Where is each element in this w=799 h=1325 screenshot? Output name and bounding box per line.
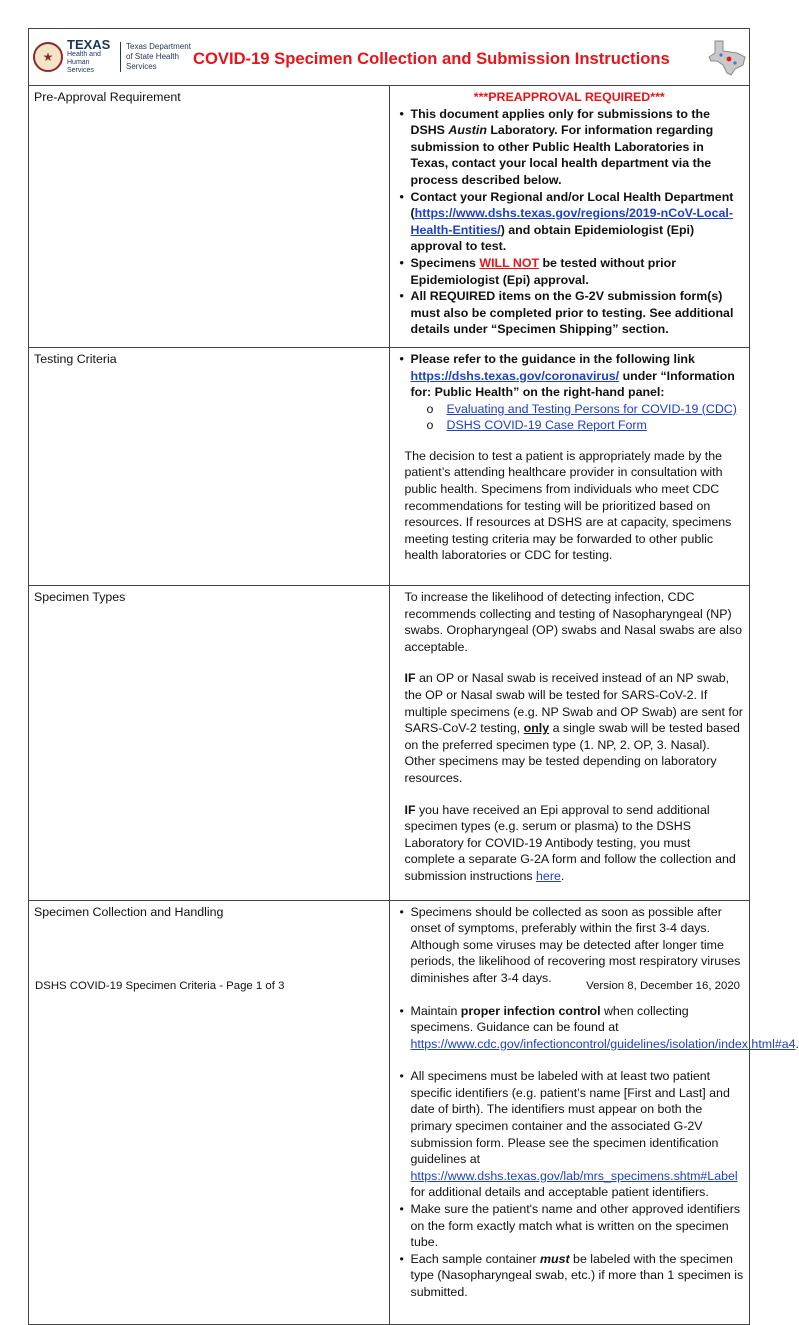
testing-content — [389, 347, 750, 585]
text: IF — [404, 671, 416, 686]
text: must — [540, 1251, 570, 1266]
list-item: • Make sure the patient's name and other approved identifiers on the form exactly match what is written on the specimen tube. — [411, 1201, 745, 1251]
collection-row — [29, 900, 750, 1324]
collection-list — [395, 904, 799, 1301]
case-report-form-link[interactable]: DSHS COVID-19 Case Report Form — [446, 418, 647, 433]
cdc-evaluating-link[interactable]: Evaluating and Testing Persons for COVID-19 (CDC) — [446, 401, 737, 416]
text: under “Information for: Public Health” on the right-hand panel: — [410, 368, 735, 400]
header-cell — [29, 29, 750, 86]
list-item: • Specimens should be collected as soon as possible after onset of symptoms, preferably within the first 3-4 days. Although some viruses may be detected after longer time periods, the likelihood of recovering most respiratory viruses diminishes after 3-4 days. — [411, 904, 745, 987]
text: proper infection control — [460, 1003, 601, 1018]
texas-map-icon — [707, 39, 749, 77]
infection-control-link[interactable]: https://www.cdc.gov/infectioncontrol/guidelines/isolation/index.html#a4 — [410, 1036, 796, 1051]
preapproval-required-banner: ***PREAPPROVAL REQUIRED*** — [473, 90, 665, 104]
instructions-table — [28, 28, 799, 1325]
text: Each sample container — [410, 1251, 540, 1266]
list-item — [447, 417, 745, 434]
agency-name: Texas Department of State Health Services — [126, 42, 191, 71]
list-item — [410, 1003, 799, 1053]
text: a single swab will be tested based on the preferred specimen type (1. NP, 2. OP, 3. Nasal). Other specimens may be tested depending on laboratory resources. — [404, 721, 740, 785]
types-content — [389, 586, 750, 901]
will-not-text: WILL NOT — [479, 255, 540, 270]
text: All specimens must be labeled with at least two patient specific identifiers (e.g. patient’s name [First and Last] and date of birth). The identifiers must appear on both the primary specimen container and the associated G-2V submission form. Please see the specimen identification guidelines at — [410, 1069, 730, 1167]
testing-list — [395, 351, 745, 401]
types-label: Specimen Types — [29, 586, 390, 901]
text: for additional details and acceptable patient identifiers. — [410, 1185, 709, 1200]
text: you have received an Epi approval to send additional specimen types (e.g. serum or plasma) to the DSHS Laboratory for COVID-19 Antibody testing, you must complete a separate G-2A form and follow the collection and submission instructions — [404, 802, 736, 883]
page-title: COVID-19 Specimen Collection and Submission Instructions — [193, 49, 670, 68]
testing-paragraph: The decision to test a patient is appropriately made by the patient’s attending healthcare provider in consultation with public health. Specimens from individuals who meet CDC recommendations for testing will be prioritized based on resources. If resources at DSHS are at capacity, specimens meeting testing criteria may be forwarded to other public health laboratories or CDC for testing. — [404, 448, 732, 563]
text: Laboratory. For information regarding submission to other Public Health Laboratories in Texas, contact your local health department via the process described below. — [410, 123, 714, 187]
testing-sublist — [395, 401, 745, 434]
list-item — [411, 106, 745, 189]
types-row — [29, 586, 750, 901]
types-paragraph-3 — [405, 802, 745, 885]
text: Specimens — [410, 255, 480, 270]
list-item — [411, 255, 745, 288]
text: be labeled with the specimen type (Nasopharyngeal swab, etc.) if more than 1 specimen is submitted. — [410, 1251, 744, 1299]
text: IF — [404, 802, 416, 817]
list-item — [411, 351, 745, 401]
collection-content — [389, 900, 799, 1324]
list-item — [411, 189, 745, 255]
page-footer — [35, 980, 740, 992]
antibody-instructions-link[interactable]: here — [536, 868, 561, 883]
text: an OP or Nasal swab is received instead of an NP swab, the OP or Nasal swab will be tested for SARS-CoV-2. If multiple specimens (e.g. NP Swab and OP Swab) are sent for SARS-CoV-2 testing, — [404, 671, 743, 736]
list-item — [411, 1251, 745, 1301]
text: . — [795, 1036, 799, 1051]
text: Maintain — [410, 1003, 461, 1018]
preapproval-label: Pre-Approval Requirement — [29, 86, 390, 348]
specimen-label-link[interactable]: https://www.dshs.texas.gov/lab/mrs_specimens.shtm#Label — [410, 1168, 738, 1183]
local-health-entities-link[interactable]: https://www.dshs.texas.gov/regions/2019-nCoV-Local-Health-Entities/ — [410, 206, 733, 237]
logo-texas-text: TEXAS — [67, 37, 111, 52]
text: Austin — [448, 123, 487, 138]
collection-label: Specimen Collection and Handling — [29, 900, 390, 1324]
text: only — [523, 721, 550, 736]
testing-label: Testing Criteria — [29, 347, 390, 585]
document-page — [28, 28, 799, 1325]
types-paragraph-2 — [405, 670, 745, 786]
texas-seal-icon: ★ — [33, 42, 63, 72]
text: This document applies only for submissions to the DSHS — [410, 106, 710, 138]
logo-sub-text: Health and Human Services — [67, 51, 101, 74]
text: . — [560, 868, 565, 883]
text: Please refer to the guidance in the following link — [410, 351, 695, 366]
logo-divider — [120, 42, 121, 72]
text: be tested without prior Epidemiologist (Epi) approval. — [410, 255, 677, 287]
coronavirus-link[interactable]: https://dshs.texas.gov/coronavirus/ — [410, 368, 620, 383]
list-item: • All REQUIRED items on the G-2V submission form(s) must also be completed prior to testing. See additional details under “Specimen Shipping” section. — [411, 288, 745, 338]
preapproval-content — [389, 86, 750, 348]
preapproval-list — [395, 106, 745, 338]
list-item — [447, 401, 745, 418]
types-paragraph-1: To increase the likelihood of detecting infection, CDC recommends collecting and testing of Nasopharyngeal (NP) swabs. Oropharyngeal (OP) swabs and Nasal swabs are also acceptable. — [404, 590, 742, 654]
text: ) and obtain Epidemiologist (Epi) approval to test. — [410, 222, 695, 254]
header-row — [29, 29, 750, 86]
testing-row — [29, 347, 750, 585]
list-item — [411, 1068, 745, 1201]
text: when collecting specimens. Guidance can be found at — [410, 1003, 689, 1035]
footer-left: DSHS COVID-19 Specimen Criteria - Page 1 of 3 — [35, 980, 285, 992]
text: Contact your Regional and/or Local Health Department ( — [410, 189, 734, 221]
footer-version: Version 8, December 16, 2020 — [586, 980, 740, 992]
preapproval-row — [29, 86, 750, 348]
